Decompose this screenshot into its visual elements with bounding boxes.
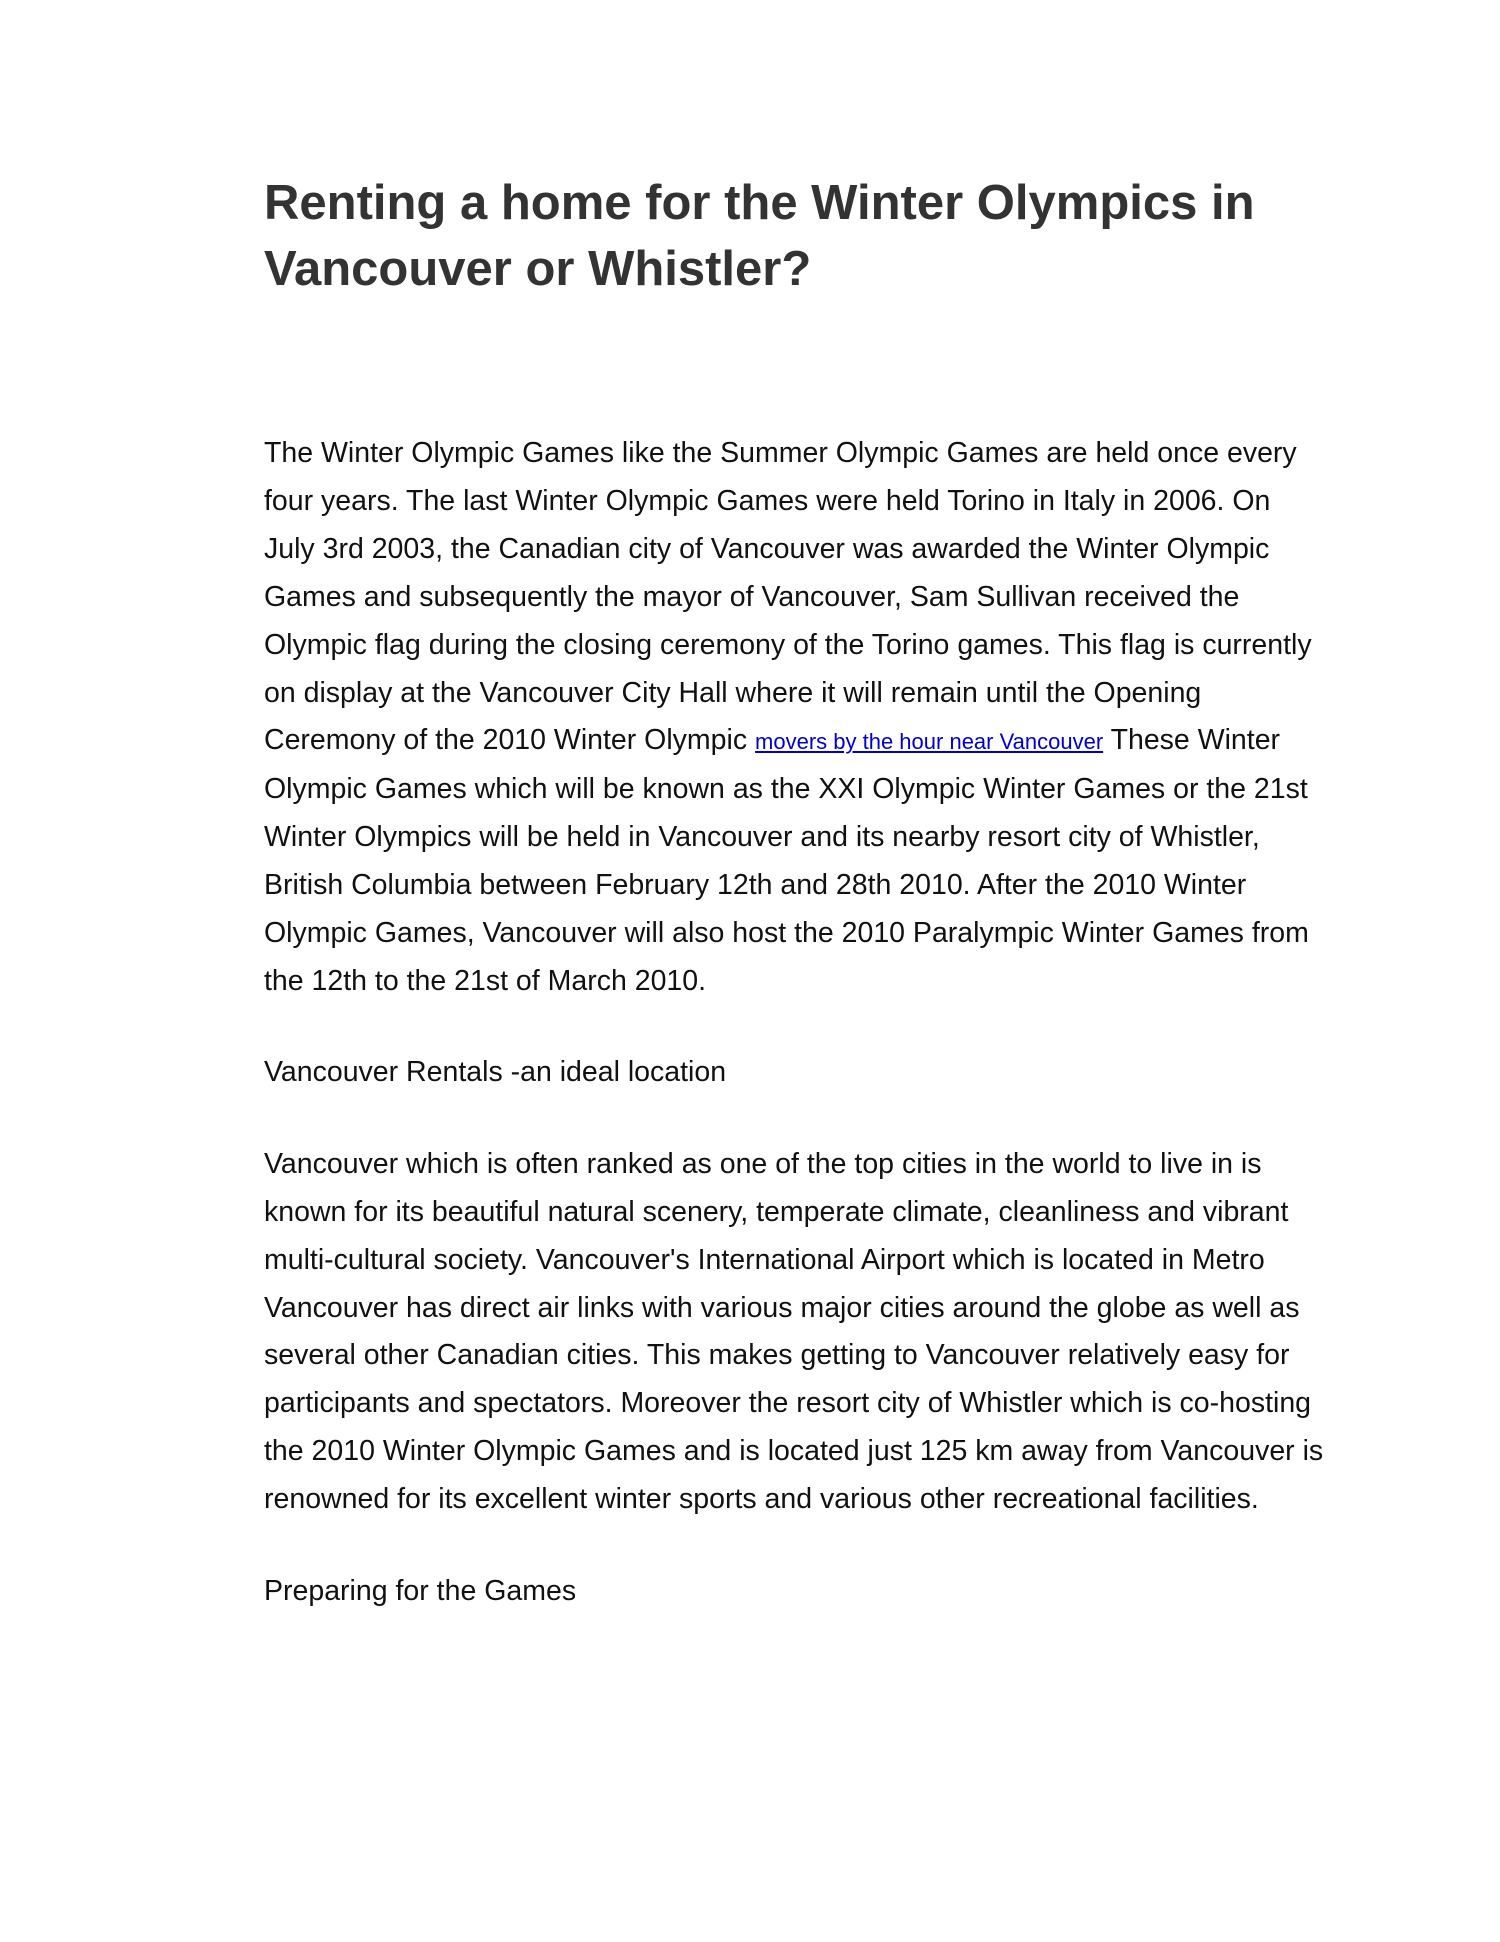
- document-content: [264, 170, 1324, 1616]
- intro-paragraph-text-after-link: These Winter Olympic Games which will be known as the XXI Olympic Winter Games or the 21st Winter Olympics will be held in Vancouver and its nearby resort city of Whistler, British Columbia between February 12th and 28th 2010. After the 2010 Winter Olympic Games, Vancouver will also host the 2010 Paralympic Winter Games from the 12th to the 21st of March 2010.: [264, 724, 1309, 997]
- vancouver-paragraph: Vancouver which is often ranked as one of the top cities in the world to live in is known for its beautiful natural scenery, temperate climate, cleanliness and vibrant multi-cultural society. Vancouver's International Airport which is located in Metro Vancouver has direct air links with various major cities around the globe as well as several other Canadian cities. This makes getting to Vancouver relatively easy for participants and spectators. Moreover the resort city of Whistler which is co-hosting the 2010 Winter Olympic Games and is located just 125 km away from Vancouver is renowned for its excellent winter sports and various other recreational facilities.: [264, 1147, 1324, 1516]
- page-title: Renting a home for the Winter Olympics in Vancouver or Whistler?: [264, 176, 1255, 296]
- intro-paragraph-text-before-link: The Winter Olympic Games like the Summer Olympic Games are held once every four years. The last Winter Olympic Games were held Torino in Italy in 2006. On July 3rd 2003, the Canadian city of Vancouver was awarded the Winter Olympic Games and subsequently the mayor of Vancouver, Sam Sullivan received the Olympic flag during the closing ceremony of the Torino games. This flag is currently on display at the Vancouver City Hall where it will remain until the Opening Ceremony of the 2010 Winter Olympic: [264, 437, 1312, 757]
- section-heading-preparing: Preparing for the Games: [264, 1575, 577, 1608]
- intro-paragraph: [264, 430, 1324, 1006]
- movers-link[interactable]: movers by the hour near Vancouver: [755, 729, 1104, 755]
- section-heading-vancouver-rentals: Vancouver Rentals -an ideal location: [264, 1055, 727, 1088]
